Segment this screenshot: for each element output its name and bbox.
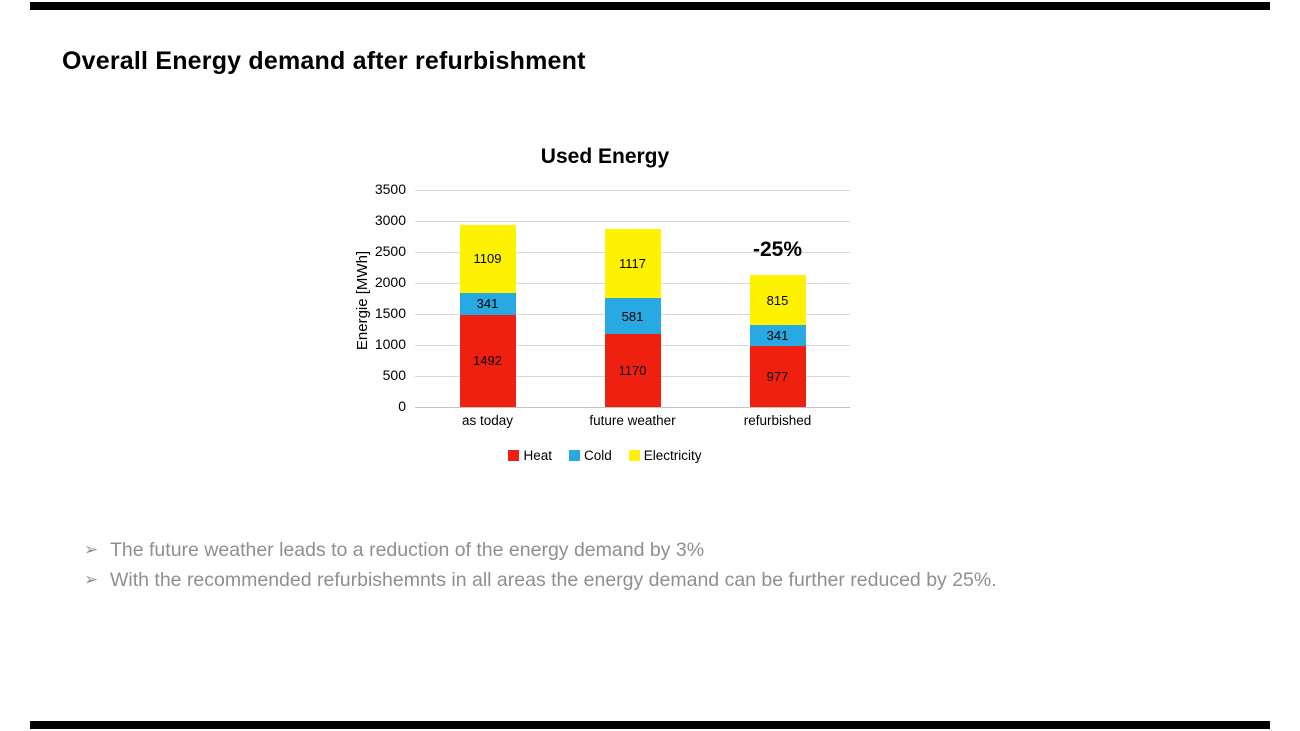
- legend-swatch-electricity: [629, 450, 640, 461]
- segment-value-label: 341: [476, 296, 499, 312]
- bottom-border-bar: [30, 721, 1270, 729]
- slide-title: Overall Energy demand after refurbishment: [62, 47, 586, 75]
- gridline: [415, 190, 850, 191]
- bar-segment-cold: [605, 298, 661, 334]
- y-tick-label: 2000: [374, 274, 406, 290]
- bar-as-today: [460, 225, 516, 407]
- segment-value-label: 815: [766, 292, 789, 308]
- chart-title: Used Energy: [540, 145, 670, 168]
- y-tick-label: 1000: [374, 336, 406, 352]
- bar-segment-electricity: [460, 225, 516, 294]
- arrow-bullet-icon: ➢: [84, 570, 99, 590]
- bar-segment-cold: [460, 293, 516, 314]
- segment-value-label: 581: [621, 308, 644, 324]
- segment-value-label: 1492: [473, 353, 502, 369]
- y-tick-label: 2500: [374, 243, 406, 259]
- chart-legend: [358, 448, 852, 463]
- bar-segment-heat: [460, 315, 516, 408]
- x-category-label: as today: [461, 413, 514, 428]
- x-category-label: future weather: [589, 413, 676, 428]
- y-tick-label: 3000: [374, 212, 406, 228]
- y-axis-title: Energie [MWh]: [354, 250, 371, 351]
- legend-swatch-heat: [508, 450, 519, 461]
- used-energy-chart: [354, 143, 852, 478]
- bar-segment-heat: [605, 334, 661, 407]
- segment-value-label: 341: [766, 328, 789, 344]
- y-tick-label: 500: [382, 367, 406, 383]
- gridline: [415, 221, 850, 222]
- plot-area: [374, 181, 850, 428]
- bullet-text: With the recommended refurbishemnts in all areas the energy demand can be further reduced by 25%.: [110, 569, 997, 591]
- bar-segment-heat: [750, 346, 806, 407]
- legend-item-heat: [508, 448, 552, 463]
- bullet-text: The future weather leads to a reduction of the energy demand by 3%: [110, 539, 705, 561]
- bar-segment-cold: [750, 325, 806, 346]
- reduction-annotation: -25%: [752, 238, 803, 261]
- legend-item-electricity: [629, 448, 702, 463]
- bar-future-weather: [605, 229, 661, 407]
- bullet-item: [84, 565, 1184, 595]
- legend-item-cold: [569, 448, 612, 463]
- bullet-list: [84, 535, 1184, 595]
- legend-label: Cold: [584, 448, 612, 463]
- x-axis-line: [415, 407, 850, 408]
- arrow-bullet-icon: ➢: [84, 540, 99, 560]
- y-tick-label: 3500: [374, 181, 406, 197]
- legend-label: Electricity: [643, 448, 702, 463]
- bar-segment-electricity: [750, 275, 806, 326]
- bullet-item: [84, 535, 1184, 565]
- y-tick-label: 1500: [374, 305, 406, 321]
- legend-label: Heat: [523, 448, 552, 463]
- segment-value-label: 977: [766, 369, 789, 385]
- bar-segment-electricity: [605, 229, 661, 298]
- segment-value-label: 1109: [473, 251, 502, 267]
- segment-value-label: 1170: [618, 363, 647, 379]
- top-border-bar: [30, 2, 1270, 10]
- legend-swatch-cold: [569, 450, 580, 461]
- y-tick-label: 0: [398, 398, 406, 414]
- bar-refurbished: [750, 275, 806, 407]
- segment-value-label: 1117: [619, 256, 646, 272]
- x-category-label: refurbished: [743, 413, 812, 428]
